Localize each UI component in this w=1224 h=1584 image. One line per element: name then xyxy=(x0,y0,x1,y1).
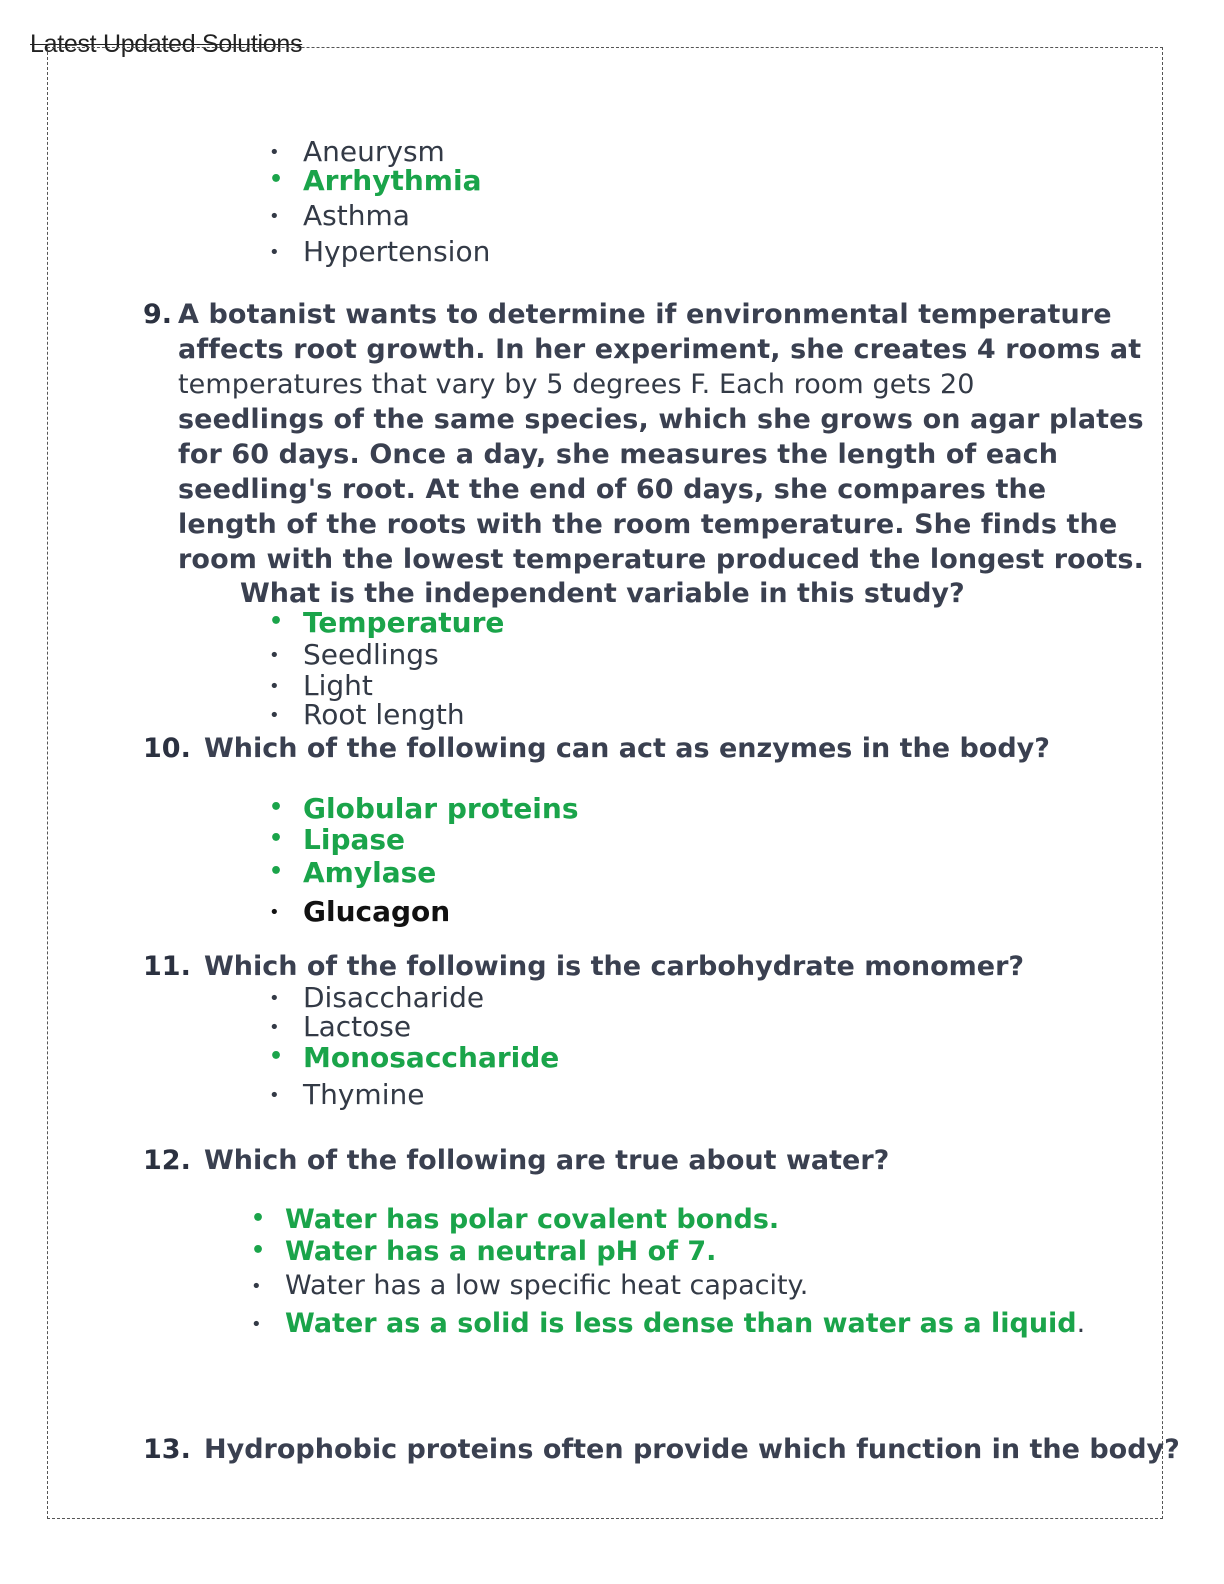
q12-option-low-heat-capacity: • Water has a low specific heat capacity. xyxy=(251,1270,809,1301)
bullet-icon: • xyxy=(269,1085,280,1106)
q12-number: 12. xyxy=(143,1145,191,1176)
bullet-icon: • xyxy=(251,1314,262,1335)
q11-option-thymine: • Thymine xyxy=(269,1078,425,1111)
bullet-icon: • xyxy=(269,859,284,884)
q11-option-disaccharide: • Disaccharide xyxy=(269,981,485,1014)
q12-option-polar-covalent: • Water has polar covalent bonds. xyxy=(251,1204,780,1235)
bullet-icon: • xyxy=(269,826,284,851)
q9-line: room with the lowest temperature produced the longest roots. xyxy=(178,544,1144,575)
q9-question: What is the independent variable in this study? xyxy=(240,578,965,609)
q9-line: affects root growth. In her experiment, she creates 4 rooms at xyxy=(178,334,1142,365)
q10-option-amylase: • Amylase xyxy=(269,856,437,889)
bullet-icon: • xyxy=(269,206,280,227)
bullet-icon: • xyxy=(269,676,280,697)
bullet-icon: • xyxy=(251,1238,266,1263)
q9-number: 9. xyxy=(143,299,173,330)
bullet-icon: • xyxy=(269,609,284,634)
q13-question: Hydrophobic proteins often provide which function in the body? xyxy=(204,1434,1180,1465)
bullet-icon: • xyxy=(269,167,284,192)
bullet-icon: • xyxy=(251,1206,266,1231)
q9-option-root-length: • Root length xyxy=(269,698,465,731)
q9-line: seedlings of the same species, which she grows on agar plates xyxy=(178,404,1144,435)
bullet-icon: • xyxy=(269,705,280,726)
bullet-icon: • xyxy=(269,988,280,1009)
bullet-icon: • xyxy=(269,142,280,163)
bullet-icon: • xyxy=(269,1044,284,1069)
q10-number: 10. xyxy=(143,733,191,764)
q9-option-light: • Light xyxy=(269,669,373,702)
q9-option-seedlings: • Seedlings xyxy=(269,638,439,671)
q9-line: length of the roots with the room temperature. She finds the xyxy=(178,509,1118,540)
bullet-icon: • xyxy=(269,1017,280,1038)
q10-option-globular-proteins: • Globular proteins xyxy=(269,792,579,825)
q11-question: Which of the following is the carbohydrate monomer? xyxy=(204,951,1025,982)
q11-option-lactose: • Lactose xyxy=(269,1010,412,1043)
bullet-icon: • xyxy=(269,902,280,923)
q9-line: temperatures that vary by 5 degrees F. Each room gets 20 xyxy=(178,369,975,400)
q11-option-monosaccharide: • Monosaccharide xyxy=(269,1041,560,1074)
q10-option-glucagon: • Glucagon xyxy=(269,895,451,928)
header-title: Latest Updated Solutions xyxy=(30,30,303,58)
q8-option-arrhythmia: • Arrhythmia xyxy=(269,164,482,197)
bullet-icon: • xyxy=(251,1276,262,1297)
q9-line: seedling's root. At the end of 60 days, she compares the xyxy=(178,474,1047,505)
q10-question: Which of the following can act as enzymes in the body? xyxy=(204,733,1050,764)
q10-option-lipase: • Lipase xyxy=(269,823,406,856)
q9-line: A botanist wants to determine if environmental temperature xyxy=(178,299,1112,330)
q9-option-temperature: • Temperature xyxy=(269,606,505,639)
q12-option-neutral-ph: • Water has a neutral pH of 7. xyxy=(251,1236,717,1267)
q8-option-asthma: • Asthma xyxy=(269,199,410,232)
bullet-icon: • xyxy=(269,795,284,820)
q12-question: Which of the following are true about water? xyxy=(204,1145,890,1176)
q9-line: for 60 days. Once a day, she measures the length of each xyxy=(178,439,1059,470)
bullet-icon: • xyxy=(269,242,280,263)
q12-option-solid-less-dense: • Water as a solid is less dense than water as a liquid. xyxy=(251,1308,1086,1339)
q8-option-aneurysm: • Aneurysm xyxy=(269,135,445,168)
q13-number: 13. xyxy=(143,1434,191,1465)
q8-option-hypertension: • Hypertension xyxy=(269,235,491,268)
bullet-icon: • xyxy=(269,645,280,666)
q11-number: 11. xyxy=(143,951,191,982)
